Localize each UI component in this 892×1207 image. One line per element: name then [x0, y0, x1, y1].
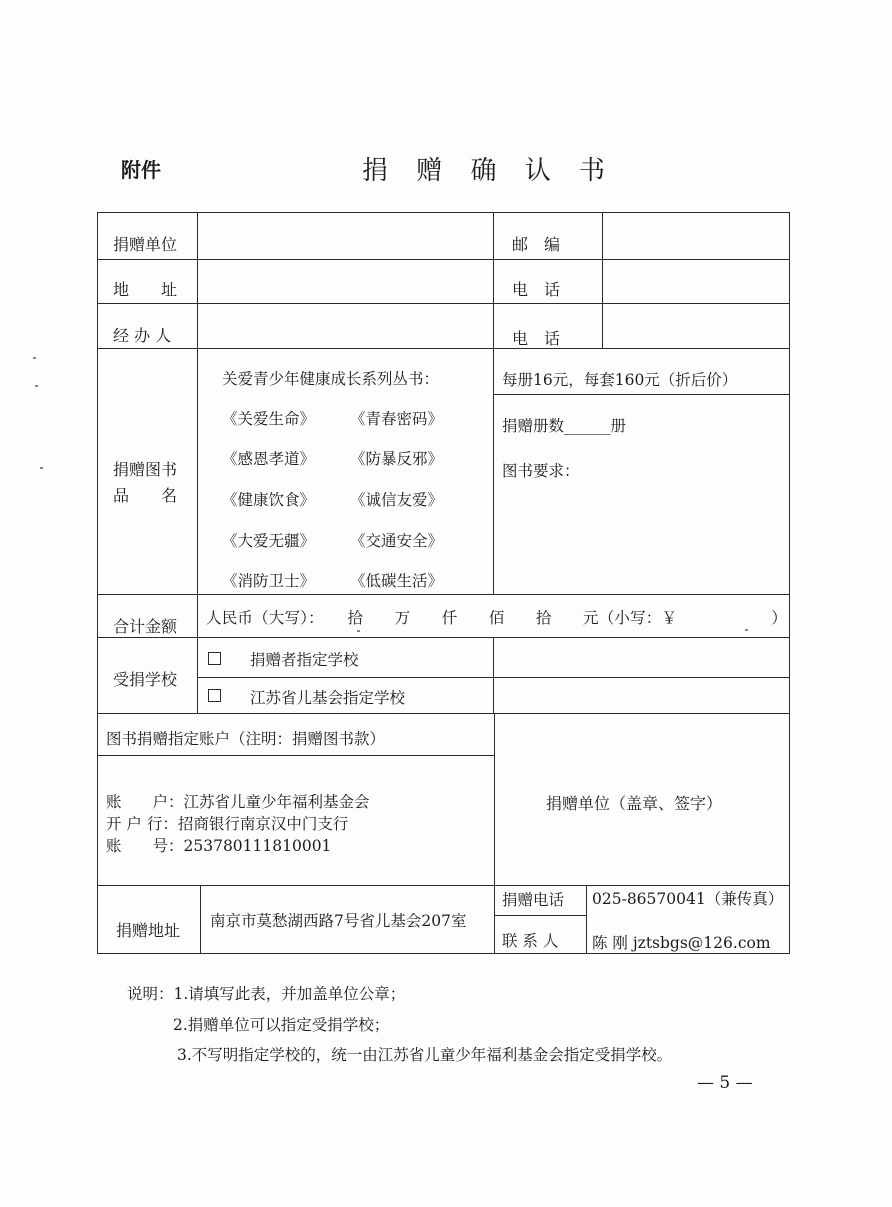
handler-field[interactable]	[199, 305, 491, 347]
total-amount-label: 合计金额	[113, 617, 178, 636]
row-divider	[493, 394, 790, 395]
book-title: 《感恩孝道》	[222, 450, 316, 468]
address-field[interactable]	[199, 261, 491, 302]
column-divider	[494, 713, 495, 954]
recipient-school-label: 受捐学校	[113, 670, 178, 689]
book-title: 《青春密码》	[350, 410, 444, 428]
donor-unit-field[interactable]	[199, 214, 491, 258]
scan-speck	[357, 630, 360, 632]
account-name: 账 户：江苏省儿童少年福利基金会	[106, 793, 370, 811]
attachment-label: 附件	[121, 158, 161, 182]
column-divider	[493, 212, 494, 595]
note-line: 说明：1.请填写此表，并加盖单位公章；	[127, 985, 406, 1003]
total-amount-field[interactable]: 人民币（大写）： 拾 万 仟 佰 拾 元（小写：￥ ）	[206, 609, 788, 627]
scan-speck	[35, 385, 38, 387]
book-title: 《关爱生命》	[222, 410, 316, 428]
book-title: 《低碳生活》	[350, 572, 444, 590]
column-divider	[493, 637, 494, 714]
book-title: 《交通安全》	[350, 532, 444, 550]
row-divider	[97, 259, 790, 260]
address-label: 地 址	[113, 280, 178, 299]
document-title: 捐 赠 确 认 书	[362, 156, 616, 186]
note-line: 2.捐赠单位可以指定受捐学校；	[173, 1016, 390, 1034]
stamp-signature-label: 捐赠单位（盖章、签字）	[546, 794, 723, 813]
price-text: 每册16元，每套160元（折后价）	[502, 371, 738, 389]
series-title: 关爱青少年健康成长系列丛书：	[222, 370, 440, 388]
donation-phone-label: 捐赠电话	[502, 891, 565, 909]
donor-designated-checkbox[interactable]	[208, 652, 221, 665]
books-label-name: 品 名	[113, 486, 178, 505]
book-title: 《诚信友爱》	[350, 491, 444, 509]
quantity-field[interactable]: 捐赠册数______册	[502, 417, 627, 435]
donor-designated-label: 捐赠者指定学校	[250, 651, 359, 669]
row-divider	[97, 713, 790, 714]
stamp-signature-area[interactable]	[496, 715, 788, 884]
table-border-top	[97, 212, 790, 213]
donation-address: 南京市莫愁湖西路7号省儿基会207室	[210, 912, 467, 930]
column-divider	[586, 885, 587, 954]
handler-phone-label: 电 话	[512, 329, 561, 348]
note-line: 3.不写明指定学校的，统一由江苏省儿童少年福利基金会指定受捐学校。	[177, 1046, 673, 1064]
table-border-right	[789, 212, 790, 954]
postcode-label: 邮 编	[512, 235, 561, 254]
column-divider	[197, 212, 198, 714]
scan-speck	[33, 357, 36, 359]
book-title: 《健康饮食》	[222, 491, 316, 509]
row-divider	[97, 303, 790, 304]
row-divider	[97, 594, 790, 595]
book-title: 《防暴反邪》	[350, 450, 444, 468]
donation-address-label: 捐赠地址	[116, 921, 181, 940]
foundation-designated-checkbox[interactable]	[208, 689, 221, 702]
foundation-designated-label: 江苏省儿基会指定学校	[250, 689, 406, 707]
page-number: — 5 —	[697, 1073, 753, 1093]
row-divider	[494, 915, 587, 916]
requirements-field[interactable]	[495, 482, 787, 592]
books-label: 捐赠图书	[113, 460, 178, 479]
postcode-field[interactable]	[604, 214, 788, 258]
phone-field[interactable]	[604, 261, 788, 302]
school-name-field[interactable]	[495, 639, 787, 676]
book-title: 《大爱无疆》	[222, 532, 316, 550]
scan-speck	[745, 629, 748, 631]
foundation-school-field[interactable]	[495, 679, 787, 712]
row-divider	[97, 348, 790, 349]
book-title: 《消防卫士》	[222, 572, 316, 590]
row-divider	[97, 755, 494, 756]
account-header: 图书捐赠指定账户（注明：捐赠图书款）	[106, 730, 386, 748]
contact-info: 陈 刚 jztsbgs@126.com	[592, 934, 771, 952]
column-divider	[602, 212, 603, 349]
donor-unit-label: 捐赠单位	[113, 235, 178, 254]
account-bank: 开 户 行：招商银行南京汉中门支行	[106, 815, 349, 833]
requirements-label: 图书要求：	[502, 462, 580, 480]
phone-label: 电 话	[512, 280, 561, 299]
column-divider	[200, 885, 201, 954]
donation-phone: 025-86570041（兼传真）	[592, 890, 784, 908]
contact-label: 联 系 人	[502, 932, 559, 950]
account-number: 账 号：253780111810001	[106, 837, 332, 855]
row-divider	[97, 637, 790, 638]
table-border-left	[97, 212, 98, 954]
handler-phone-field[interactable]	[604, 305, 788, 347]
scan-speck	[40, 467, 43, 469]
handler-label: 经 办 人	[113, 326, 172, 345]
